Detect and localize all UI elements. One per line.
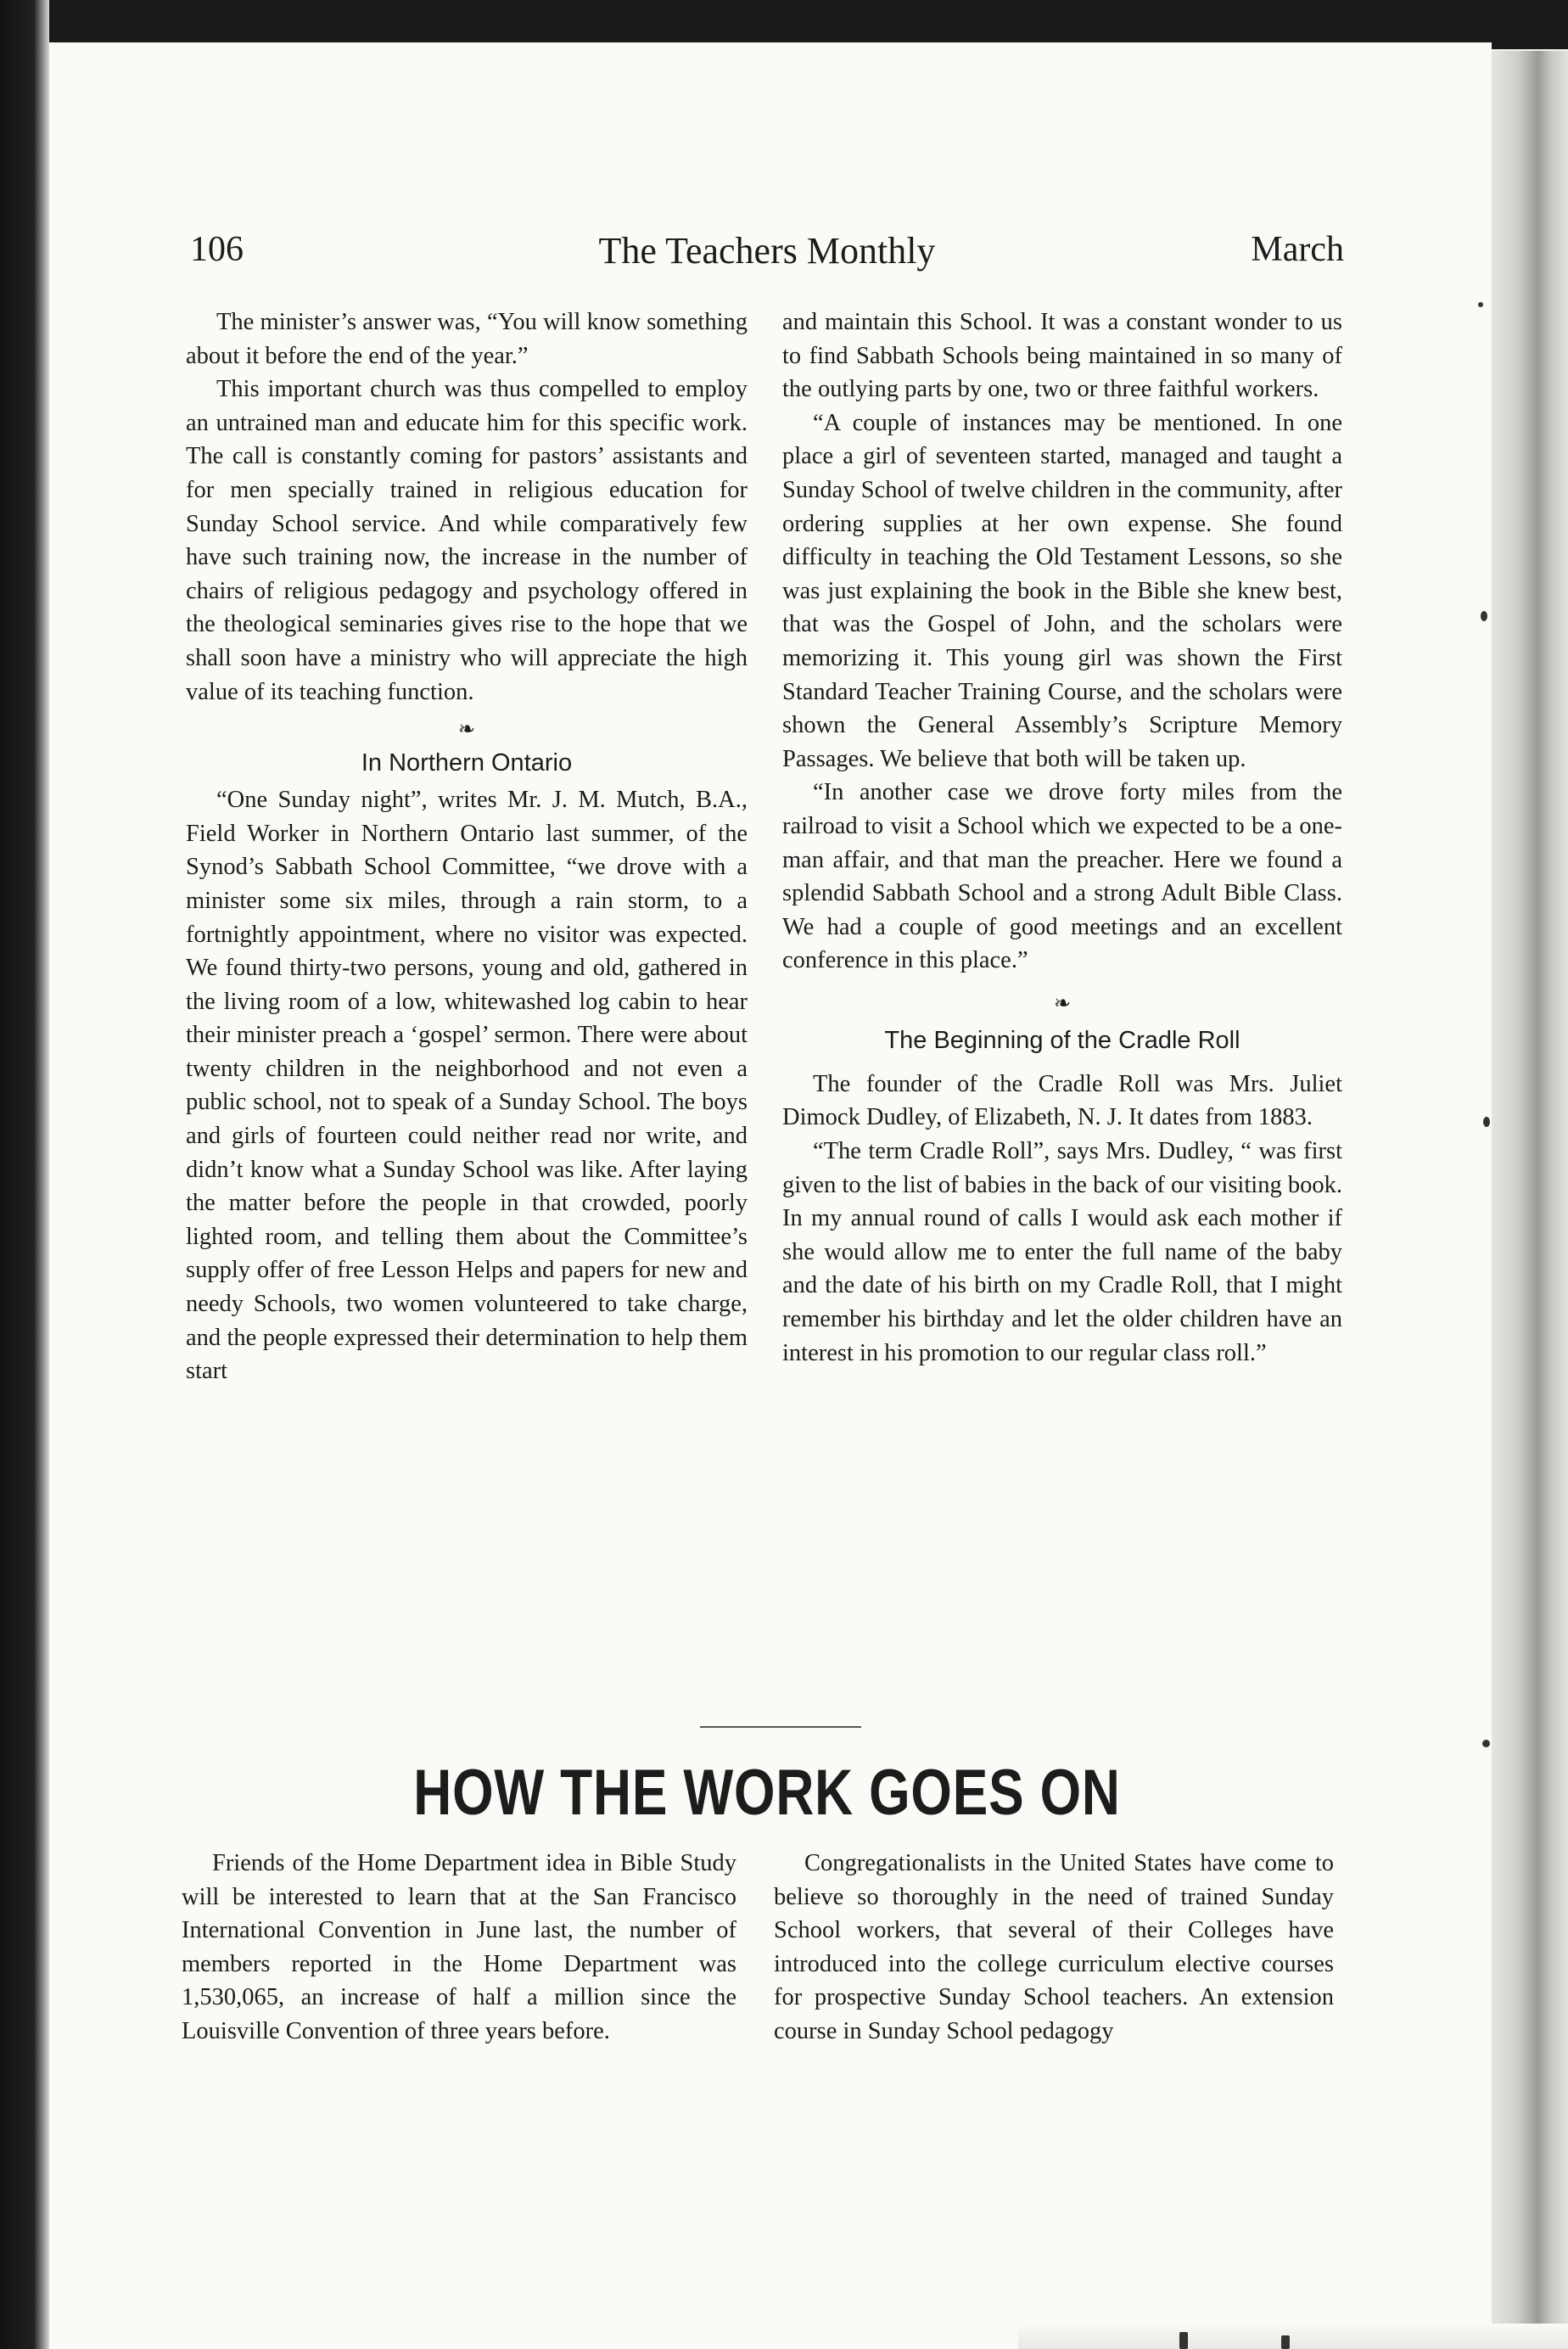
ornament-icon: ❧: [1053, 992, 1072, 1015]
journal-title: The Teachers Monthly: [598, 230, 936, 272]
section-heading: In Northern Ontario: [361, 749, 573, 777]
scan-speck: [1482, 1740, 1490, 1747]
paragraph: The founder of the Cradle Roll was Mrs. Juliet Dimock Dudley, of Elizabeth, N. J. It dates from 1883.: [782, 1070, 1342, 1131]
issue-month: March: [1251, 230, 1344, 269]
paragraph: “In another case we drove forty miles from the railroad to visit a School which we expected to be a one-man affair, and that man the preacher. Here we found a splendid Sabbath School and a strong Adult Bible Class. We had a couple of good meetings and an excellent conference in this place.”: [782, 779, 1342, 974]
ornament-icon: ❧: [457, 719, 476, 742]
paragraph: Friends of the Home Department idea in Bible Study will be interested to learn that at the San Francisco International Convention in June last, the number of members reported in the Home Department was 1,530,065, an increase of half a million since the Louisville Convention of three years before.: [182, 1850, 736, 2044]
page-edge-right: [1492, 51, 1568, 2349]
paragraph: This important church was thus compelled to employ an untrained man and educate him for this specific work. The call is constantly coming for pastors’ assistants and for men specially trained in religious education for Sunday School service. And while comparatively few have such training now, the increase in the number of chairs of religious pedagogy and psychology offered in the theological seminaries gives rise to the hope that we shall soon have a ministry who will appreciate the high value of its teaching function.: [186, 376, 748, 705]
running-header: [190, 229, 1344, 280]
column-bottom-left: [182, 1847, 736, 2049]
paragraph: “One Sunday night”, writes Mr. J. M. Mutch, B.A., Field Worker in Northern Ontario last summer, of the Synod’s Sabbath School Committee, “we drove with a minister some six miles, through a rain storm, to a fortnightly appointment, where no visitor was expected. We found thirty-two persons, young and old, gathered in the living room of a low, whitewashed log cabin to hear their minister preach a ‘gospel’ sermon. There were about twenty children in the neighborhood and not even a public school, not to speak of a Sunday School. The boys and girls of fourteen could neither read nor write, and didn’t know what a Sunday School was like. After laying the matter before the people in that crowded, poorly lighted room, and telling them about the Committee’s supply offer of free Lesson Helps and papers for new and needy Schools, two women volunteered to take charge, and the people expressed their determination to help them start: [186, 787, 748, 1385]
paragraph: The minister’s answer was, “You will know something about it before the end of the year.”: [186, 309, 748, 369]
page-number: 106: [190, 230, 244, 269]
scan-speck: [1281, 2335, 1290, 2349]
column-bottom-right: [774, 1847, 1334, 2049]
scan-border-left: [0, 0, 49, 2349]
section-divider: [700, 1726, 861, 1728]
scan-speck: [1179, 2332, 1188, 2349]
column-left: [186, 306, 748, 1388]
section-heading: The Beginning of the Cradle Roll: [884, 1026, 1240, 1054]
paragraph: “A couple of instances may be mentioned. In one place a girl of seventeen started, managed and taught a Sunday School of twelve children in the community, after ordering supplies at her own expense. She found difficulty in teaching the Old Testament Lessons, so she was just explaining the book in the Bible she knew best, that was the Gospel of John, and the scholars were memorizing it. This young girl was shown the First Standard Teacher Training Course, and the scholars were shown the General Assembly’s Scripture Memory Passages. We believe that both will be taken up.: [782, 409, 1342, 772]
paragraph: Congregationalists in the United States have come to believe so thoroughly in the need of trained Sunday School workers, that several of their Colleges have introduced into the college curriculum elective courses for prospective Sunday School teachers. An extension course in Sunday School pedagogy: [774, 1850, 1334, 2044]
scan-border-bottom: [1018, 2324, 1568, 2349]
paragraph: “The term Cradle Roll”, says Mrs. Dudley, “ was first given to the list of babies in the back of our visiting book. In my annual round of calls I would ask each mother if she would allow me to enter the full name of the baby and the date of his birth on my Cradle Roll, that I might remember his birthday and let the older children have an interest in his promotion to our regular class roll.”: [782, 1138, 1342, 1366]
main-heading: HOW THE WORK GOES ON: [413, 1757, 1121, 1829]
column-right: [782, 306, 1342, 1370]
paragraph: and maintain this School. It was a constant wonder to us to find Sabbath Schools being maintained in so many of the outlying parts by one, two or three faithful workers.: [782, 309, 1342, 403]
scan-speck: [1483, 1117, 1490, 1127]
scan-speck: [1478, 302, 1483, 307]
scan-speck: [1481, 611, 1487, 621]
